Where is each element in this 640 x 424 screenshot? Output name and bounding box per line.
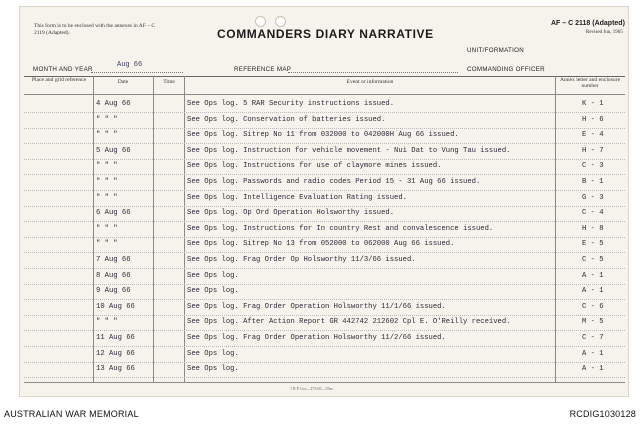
- commanding-officer-label: COMMANDING OFFICER: [467, 66, 545, 73]
- row-event: See Ops log. Sitrep No 13 from 052000 to 062000 Aug 66 issued.: [187, 240, 455, 249]
- row-rule: [24, 362, 625, 363]
- row-event: See Ops log. 5 RAR Security instructions issued.: [187, 100, 395, 108]
- row-rule: [24, 159, 625, 160]
- row-date: 11 Aug 66: [96, 334, 135, 342]
- form-id: AF – C 2118 (Adapted): [551, 20, 625, 27]
- row-annex: H - 8: [582, 224, 604, 233]
- header-bottom-border: [24, 94, 625, 95]
- diary-sheet: [19, 6, 629, 397]
- col-header-place: Place and grid reference: [31, 77, 87, 83]
- row-rule: [24, 143, 625, 144]
- row-event: See Ops log. Passwords and radio codes Period 15 - 31 Aug 66 issued.: [187, 178, 481, 186]
- col-header-time: Time: [163, 79, 175, 85]
- row-event: See Ops log. Op Ord Operation Holsworthy issued.: [187, 209, 395, 218]
- row-event: See Ops log.: [187, 349, 239, 358]
- row-annex: A - 1: [582, 287, 604, 296]
- col-header-event: Event or information: [346, 79, 394, 85]
- row-date: " " ": [96, 318, 118, 327]
- row-rule: [24, 237, 625, 238]
- row-annex: E - 5: [582, 240, 604, 249]
- row-annex: C - 4: [582, 209, 604, 218]
- row-date: " " ": [96, 131, 118, 140]
- punch-hole: [255, 16, 266, 27]
- row-date: " " ": [96, 178, 118, 186]
- row-date: " " ": [96, 240, 118, 249]
- row-date: 8 Aug 66: [96, 271, 131, 280]
- col-header-annex: Annex letter and enclosure number: [559, 77, 621, 90]
- row-date: 12 Aug 66: [96, 349, 135, 358]
- row-rule: [24, 330, 625, 331]
- row-annex: A - 1: [582, 349, 604, 358]
- document-title: COMMANDERS DIARY NARRATIVE: [217, 27, 434, 41]
- row-date: " " ": [96, 224, 118, 233]
- unit-formation-label: UNIT/FORMATION: [467, 47, 525, 54]
- row-date: " " ": [96, 162, 118, 171]
- row-rule: [24, 112, 625, 113]
- row-rule: [24, 346, 625, 347]
- row-rule: [24, 206, 625, 207]
- footer-record-id: RCDIG1030128: [569, 409, 636, 419]
- month-year-label: MONTH AND YEAR: [33, 66, 93, 73]
- row-event: See Ops log. Frag Order Op Holsworthy 11/3/66 issued.: [187, 256, 416, 264]
- row-annex: K - 1: [582, 100, 604, 108]
- row-rule: [24, 190, 625, 191]
- row-annex: C - 6: [582, 302, 604, 311]
- table-bottom-border: [24, 382, 625, 383]
- row-rule: [24, 284, 625, 285]
- row-event: See Ops log. Frag Order Operation Holsworthy 11/2/66 issued.: [187, 334, 446, 342]
- punch-hole: [275, 16, 286, 27]
- row-annex: G - 3: [582, 193, 604, 202]
- row-annex: H - 6: [582, 115, 604, 124]
- row-rule: [24, 299, 625, 300]
- month-year-rule: [91, 72, 183, 73]
- row-date: 10 Aug 66: [96, 302, 135, 311]
- row-date: 5 Aug 66: [96, 146, 131, 155]
- row-event: See Ops log.: [187, 365, 239, 374]
- reference-map-label: REFERENCE MAP: [234, 66, 292, 73]
- row-event: See Ops log. Intelligence Evaluation Rating issued.: [187, 193, 407, 202]
- revised-date: Revised Jun, 1965: [586, 30, 623, 35]
- printer-imprint: 1 R P Cov—275/65—55m: [290, 386, 333, 391]
- row-annex: E - 4: [582, 131, 604, 140]
- row-rule: [24, 128, 625, 129]
- row-date: 13 Aug 66: [96, 365, 135, 374]
- row-event: See Ops log. Sitrep No 11 from 032000 to 042000H Aug 66 issued.: [187, 131, 459, 140]
- col-divider: [184, 76, 185, 382]
- row-rule: [24, 252, 625, 253]
- row-annex: B - 1: [582, 178, 604, 186]
- row-annex: A - 1: [582, 271, 604, 280]
- row-event: See Ops log. Instruction for vehicle movement - Nui Dat to Vung Tau issued.: [187, 146, 511, 155]
- row-date: 6 Aug 66: [96, 209, 131, 218]
- row-date: " " ": [96, 115, 118, 124]
- row-annex: H - 7: [582, 146, 604, 155]
- row-event: See Ops log. Instructions for use of claymore mines issued.: [187, 162, 442, 171]
- row-event: See Ops log. Instructions for In country Rest and convalescence issued.: [187, 224, 494, 233]
- row-rule: [24, 268, 625, 269]
- row-rule: [24, 315, 625, 316]
- footer-institution: AUSTRALIAN WAR MEMORIAL: [4, 409, 139, 419]
- col-divider: [93, 76, 94, 382]
- col-header-date: Date: [117, 79, 129, 85]
- row-rule: [24, 377, 625, 378]
- row-rule: [24, 174, 625, 175]
- row-annex: C - 3: [582, 162, 604, 171]
- row-event: See Ops log. Conservation of batteries issued.: [187, 115, 386, 124]
- row-annex: M - 5: [582, 318, 604, 327]
- enclosure-note: This form is to be enclosed with the annexes in AF – C 2119 (Adapted).: [34, 23, 155, 36]
- row-event: See Ops log. After Action Report GR 442742 212602 Cpl E. O'Reilly received.: [187, 318, 511, 327]
- row-event: See Ops log. Frag Order Operation Holsworthy 11/1/66 issued.: [187, 302, 446, 311]
- row-annex: C - 5: [582, 256, 604, 264]
- row-date: 4 Aug 66: [96, 100, 131, 108]
- col-divider: [153, 76, 154, 382]
- row-rule: [24, 221, 625, 222]
- row-event: See Ops log.: [187, 287, 239, 296]
- col-divider: [555, 76, 556, 382]
- row-date: 7 Aug 66: [96, 256, 131, 264]
- row-event: See Ops log.: [187, 271, 239, 280]
- row-annex: C - 7: [582, 334, 604, 342]
- table-top-border: [24, 76, 625, 77]
- row-annex: A - 1: [582, 365, 604, 374]
- row-date: " " ": [96, 193, 118, 202]
- row-date: 9 Aug 66: [96, 287, 131, 296]
- reference-map-rule: [288, 72, 458, 73]
- month-year-value: Aug 66: [117, 61, 143, 69]
